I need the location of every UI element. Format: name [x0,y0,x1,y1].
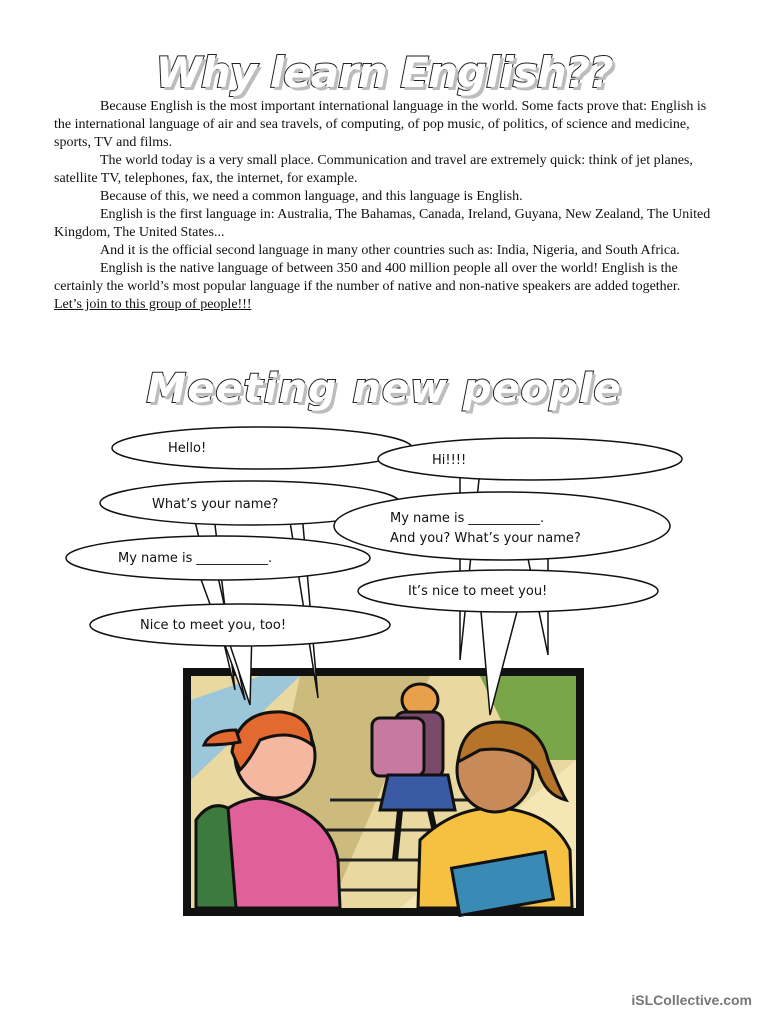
speech-bubble-hi [378,438,682,480]
bubble-text: Hello! [168,441,207,456]
paragraph: English is the native language of between 350 and 400 million people all over the world! English is the certainly the world’s most popular language if the number of native and non-native speakers are added together. [54,261,681,294]
paragraph: English is the first language in: Australia, The Bahamas, Canada, Ireland, Guyana, New Zealand, The United Kingdom, The United States... [54,207,711,240]
bubble-text: It’s nice to meet you! [408,584,548,599]
page-title: Why learn English?? [155,48,613,97]
paragraph: And it is the official second language in many other countries such as: India, Nigeria, and South Africa. [100,243,680,258]
bubble-text: And you? What’s your name? [390,531,581,546]
speech-bubble-my-name-and-you [334,492,670,560]
students-clipart [183,668,584,916]
paragraph: The world today is a very small place. Communication and travel are extremely quick: think of jet planes, satellite TV, telephones, fax, the internet, for example. [54,153,693,186]
bubble-text: Nice to meet you, too! [140,618,287,633]
watermark: iSLCollective.com [631,992,752,1008]
speech-bubble-hello [112,427,412,469]
bubble-text: My name is ___________. [118,551,273,566]
closing-line: Let’s join to this group of people!!! [54,297,252,312]
bubble-text: What’s your name? [152,497,279,512]
speech-bubble-nice-too [90,604,390,646]
bubble-text: My name is ___________. [390,511,545,526]
bubble-text: Hi!!!! [432,453,467,468]
speech-bubble-my-name [66,536,370,580]
paragraph: Because English is the most important international language in the world. Some facts prove that: English is the international language of air and sea travels, of computing, of pop music, of politics, of science and medicine, sports, TV and films. [54,99,707,150]
section-title: Meeting new people [146,366,622,412]
paragraph: Because of this, we need a common language, and this language is English. [100,189,523,204]
speech-bubble-nice-meet [358,570,658,612]
